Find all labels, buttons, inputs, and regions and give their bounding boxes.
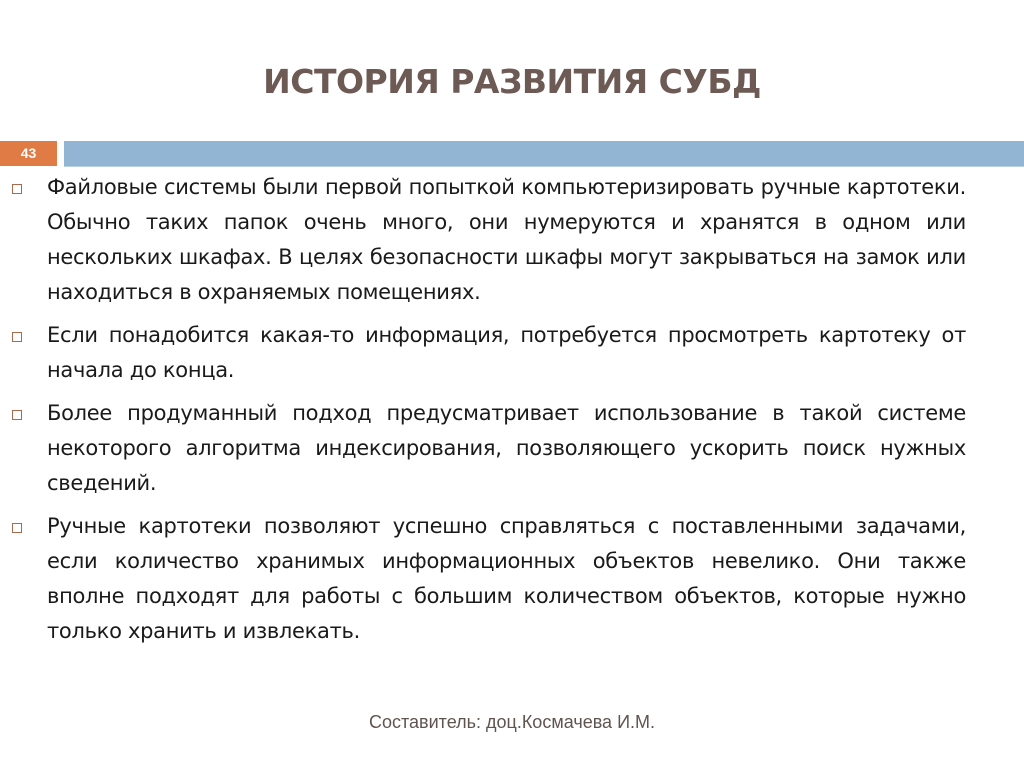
square-bullet-icon: [12, 523, 22, 533]
list-item: [0, 396, 1024, 501]
accent-bar: [64, 141, 1024, 167]
list-item: [0, 509, 1024, 649]
list-item: [0, 170, 1024, 310]
square-bullet-icon: [12, 184, 22, 194]
bullet-text: Если понадобится какая-то информация, потребуется просмотреть картотеку от начала до конца.: [47, 323, 966, 382]
slide-footer-author: Составитель: доц.Космачева И.М.: [368, 712, 656, 732]
bullet-list: [0, 170, 1024, 657]
slide-title: ИСТОРИЯ РАЗВИТИЯ СУБД: [263, 62, 761, 101]
slide-number-badge: 43: [0, 141, 57, 166]
bullet-text: Более продуманный подход предусматривает использование в такой системе некоторого алгоритма индексирования, позволяющего ускорить поиск нужных сведений.: [47, 401, 966, 495]
square-bullet-icon: [12, 332, 22, 342]
bullet-text: Ручные картотеки позволяют успешно справляться с поставленными задачами, если количество хранимых информационных объектов невелико. Они также вполне подходят для работы с большим количеством объектов, которые нужно только хранить и извлекать.: [47, 514, 966, 643]
square-bullet-icon: [12, 410, 22, 420]
list-item: [0, 318, 1024, 388]
bullet-text: Файловые системы были первой попыткой компьютеризировать ручные картотеки. Обычно таких папок очень много, они нумеруются и хранятся в одном или нескольких шкафах. В целях безопасности шкафы могут закрываться на замок или находиться в охраняемых помещениях.: [47, 175, 966, 304]
